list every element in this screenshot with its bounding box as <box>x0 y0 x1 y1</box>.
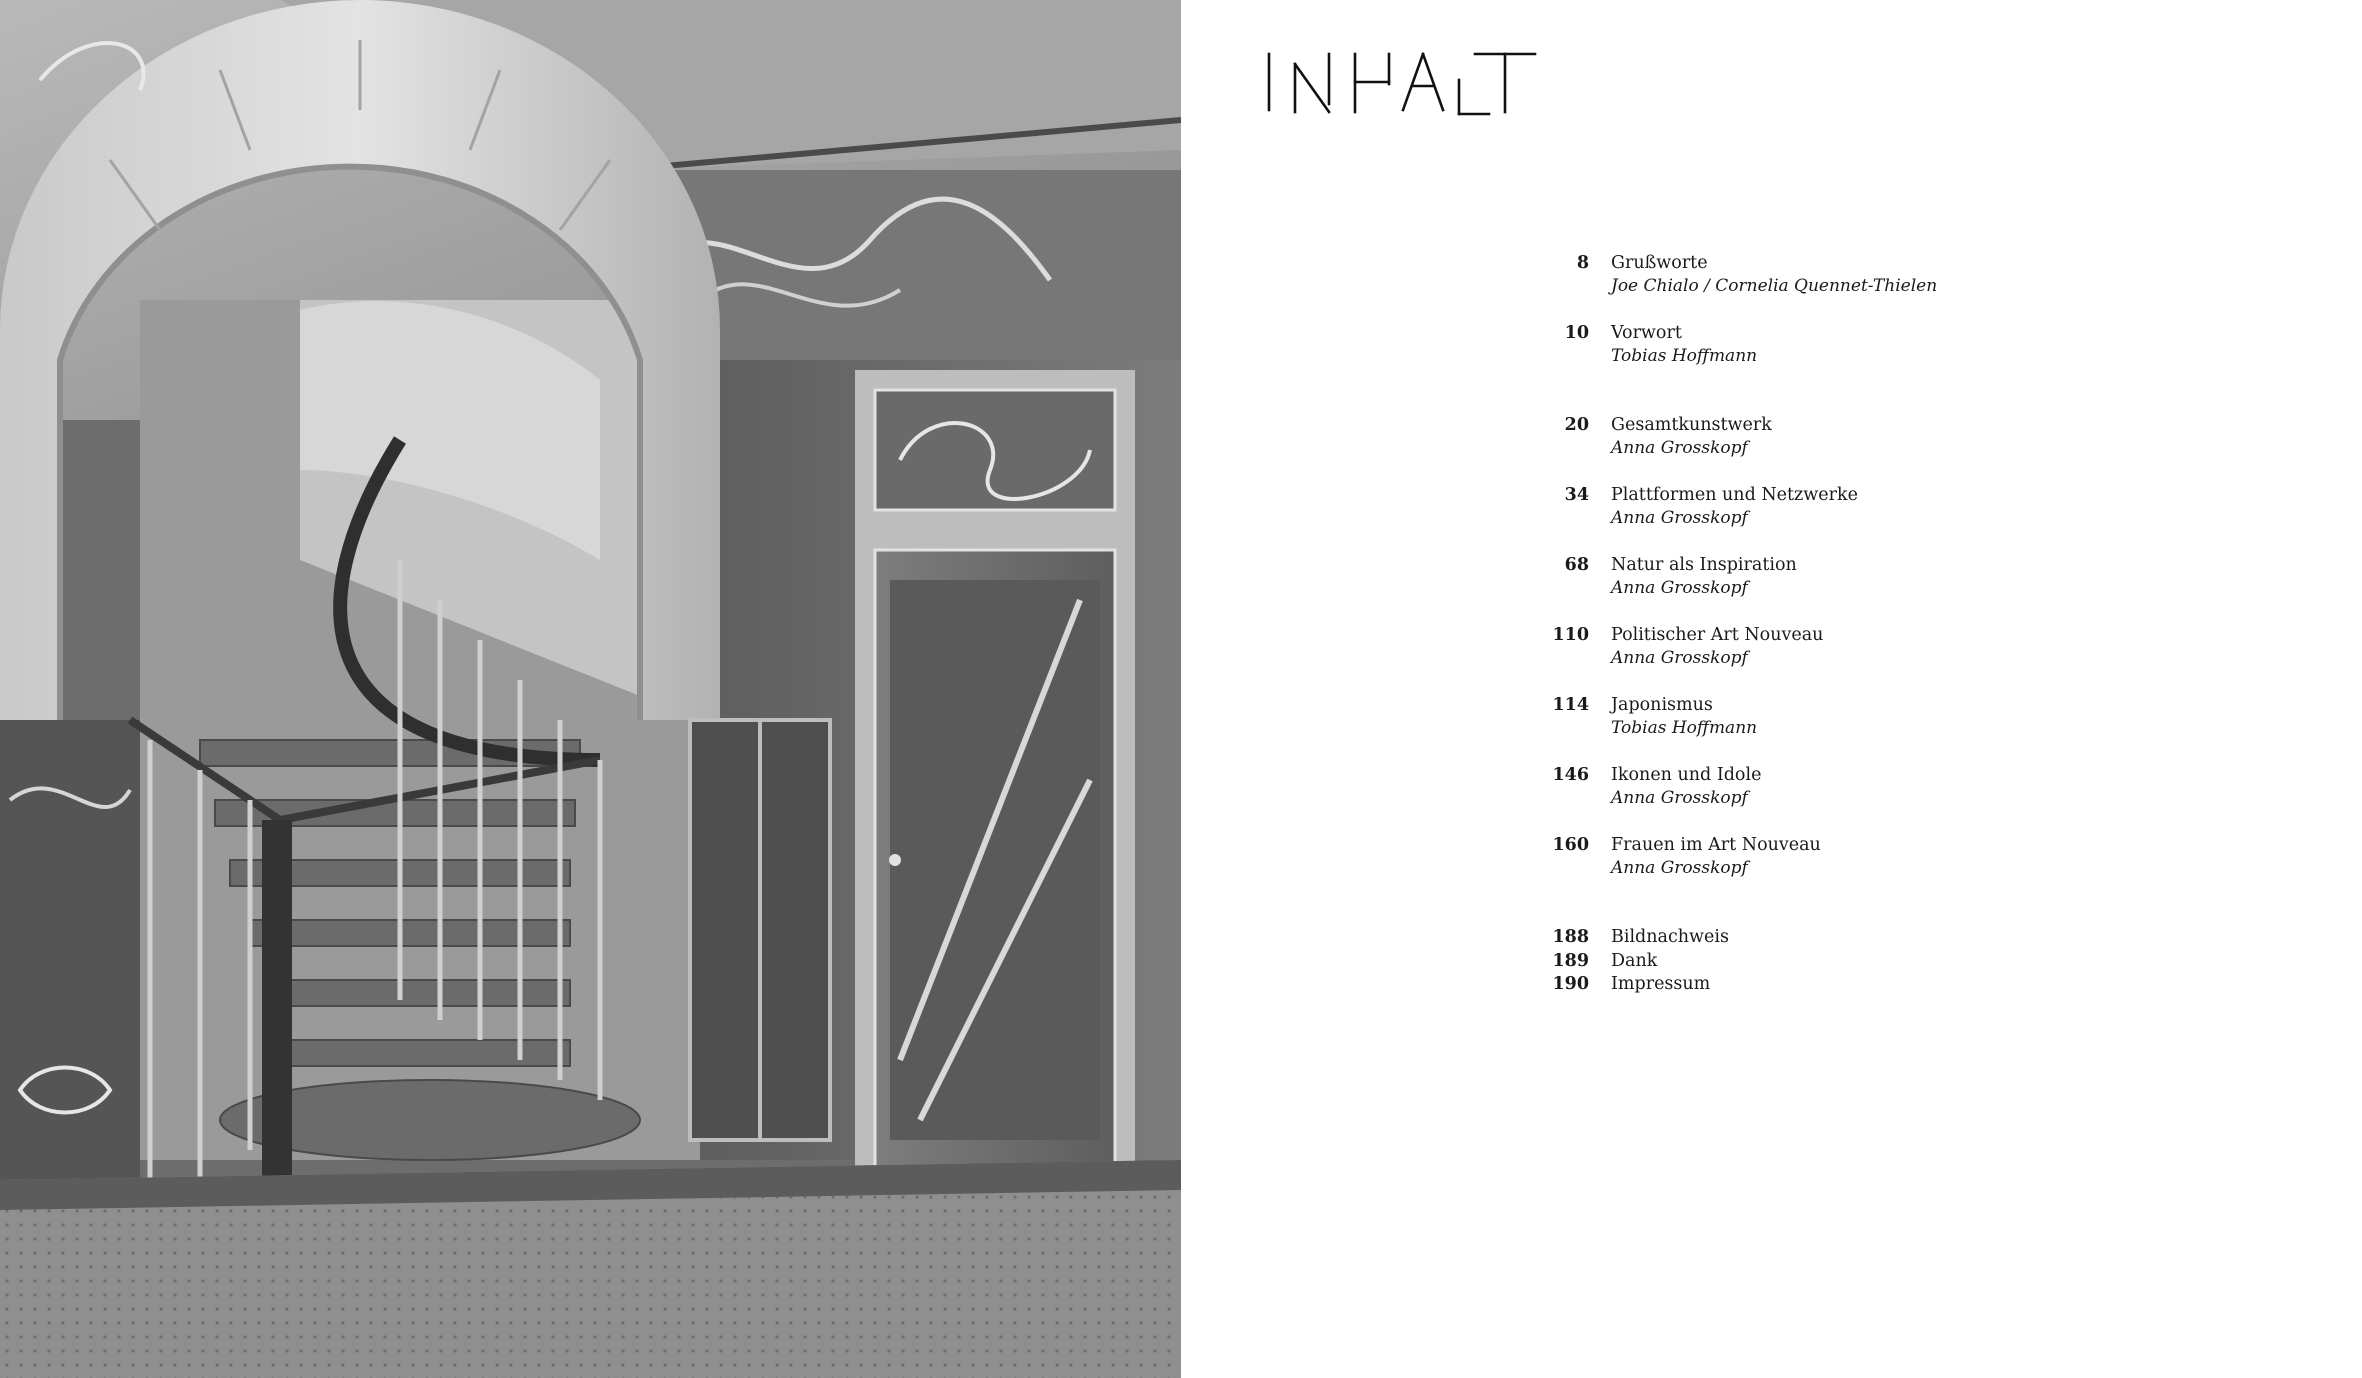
toc-entry-dank[interactable] <box>1537 950 2057 974</box>
toc-author: Anna Grosskopf <box>1611 858 1748 878</box>
toc-page-number: 68 <box>1564 555 1589 575</box>
toc-title: Plattformen und Netzwerke <box>1611 485 1858 505</box>
toc-entry-japonismus[interactable] <box>1537 694 2057 764</box>
toc-title: Grußworte <box>1611 253 1708 273</box>
toc-page-number: 160 <box>1552 835 1589 855</box>
toc-entry-bildnachweis[interactable] <box>1537 926 2057 950</box>
toc-page-number: 189 <box>1552 950 1589 971</box>
table-of-contents-page <box>1181 0 2362 1378</box>
toc-entry-vorwort[interactable] <box>1537 322 2057 414</box>
toc-page-number: 188 <box>1552 927 1589 947</box>
toc-title: Ikonen und Idole <box>1611 765 1762 785</box>
toc-title: Impressum <box>1611 974 1711 994</box>
inhalt-lettering <box>1263 44 1563 124</box>
toc-page-number: 110 <box>1552 625 1589 645</box>
toc-page-number: 20 <box>1564 415 1589 435</box>
toc-entry-plattformen[interactable] <box>1537 484 2057 554</box>
toc-title: Gesamtkunstwerk <box>1611 415 1772 435</box>
toc-title: Dank <box>1611 950 1658 971</box>
toc-page-number: 114 <box>1552 695 1589 715</box>
toc-page-number: 146 <box>1552 765 1589 785</box>
toc-author: Anna Grosskopf <box>1611 578 1748 598</box>
toc-page-number: 34 <box>1564 485 1589 505</box>
toc-entry-impressum[interactable] <box>1537 973 2057 997</box>
toc-heading <box>1263 44 1563 124</box>
toc-entry-frauen-im-art-nouveau[interactable] <box>1537 834 2057 926</box>
toc-entry-ikonen-und-idole[interactable] <box>1537 764 2057 834</box>
toc-entry-natur[interactable] <box>1537 554 2057 624</box>
toc-author: Tobias Hoffmann <box>1611 718 1758 738</box>
toc-entry-gesamtkunstwerk[interactable] <box>1537 414 2057 484</box>
toc-title: Natur als Inspiration <box>1611 555 1797 575</box>
toc-author: Joe Chialo / Cornelia Quennet-Thielen <box>1611 276 1938 296</box>
toc-title: Japonismus <box>1611 695 1713 715</box>
toc-page-number: 8 <box>1576 253 1589 273</box>
toc-author: Anna Grosskopf <box>1611 788 1748 808</box>
toc-title: Frauen im Art Nouveau <box>1611 835 1821 855</box>
toc-page-number: 10 <box>1564 323 1589 343</box>
toc-author: Anna Grosskopf <box>1611 438 1748 458</box>
toc-entry-grussworte[interactable] <box>1537 252 2057 322</box>
toc-entry-politischer-art-nouveau[interactable] <box>1537 624 2057 694</box>
toc-author: Anna Grosskopf <box>1611 508 1748 528</box>
toc-title: Bildnachweis <box>1611 927 1729 947</box>
toc-page-number: 190 <box>1552 974 1589 994</box>
toc-author: Tobias Hoffmann <box>1611 346 1758 366</box>
toc-list <box>1537 252 2057 997</box>
toc-title: Vorwort <box>1611 323 1682 343</box>
toc-author: Anna Grosskopf <box>1611 648 1748 668</box>
toc-title: Politischer Art Nouveau <box>1611 625 1824 645</box>
